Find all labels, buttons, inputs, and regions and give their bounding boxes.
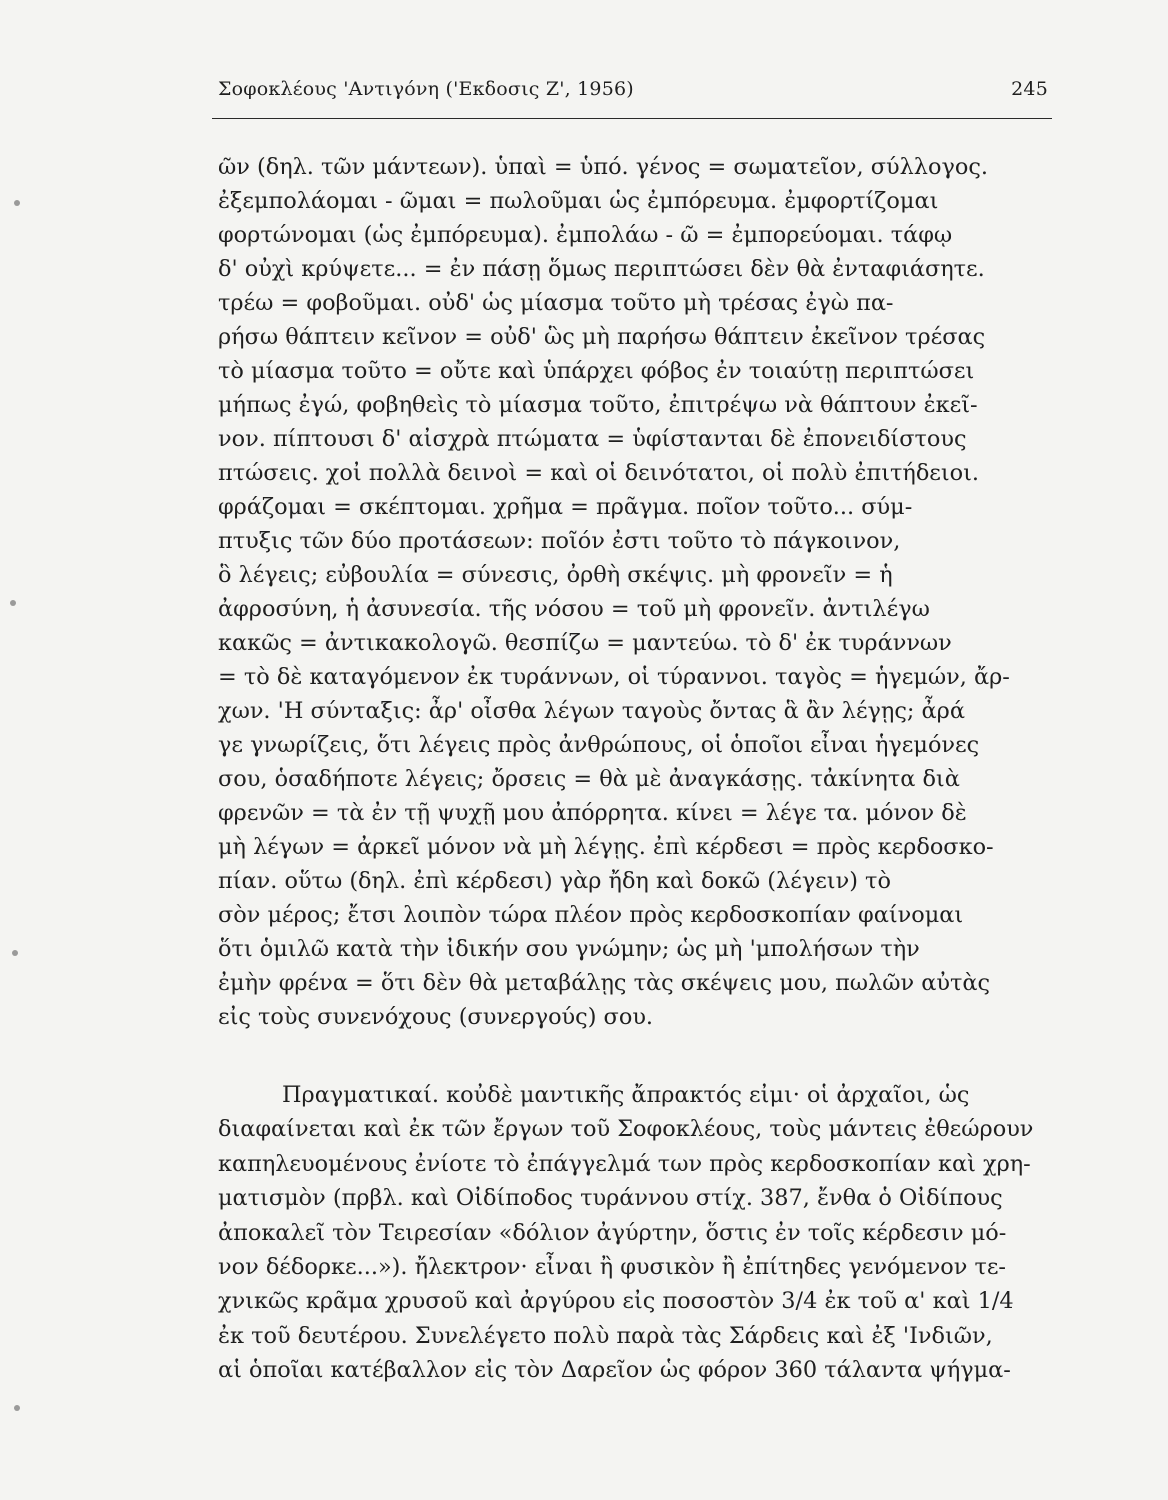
text-line: ὃ λέγεις; εὐβουλία = σύνεσις, ὀρθὴ σκέψις. μὴ φρονεῖν = ἡ [218, 562, 893, 588]
margin-speck [10, 600, 16, 606]
page-number: 245 [1011, 78, 1048, 100]
text-line: διαφαίνεται καὶ ἐκ τῶν ἔργων τοῦ Σοφοκλέους, τοὺς μάντεις ἐθεώρουν [218, 1116, 1034, 1143]
margin-speck [12, 950, 18, 956]
text-line: πτώσεις. χοἰ πολλὰ δεινοὶ = καὶ οἱ δεινότατοι, οἱ πολὺ ἐπιτήδειοι. [218, 460, 980, 486]
commentary-block [218, 150, 1048, 1034]
text-line: μήπως ἐγώ, φοβηθεὶς τὸ μίασμα τοῦτο, ἐπιτρέψω νὰ θάπτουν ἐκεῖ- [218, 392, 978, 418]
margin-speck [14, 1405, 20, 1411]
text-line: ρήσω θάπτειν κεῖνον = οὐδ' ὣς μὴ παρήσω θάπτειν ἐκεῖνον τρέσας [218, 324, 986, 350]
section-heading-line: Πραγματικαί. κοὐδὲ μαντικῆς ἄπρακτός εἰμι· οἱ ἀρχαῖοι, ὡς [282, 1082, 970, 1108]
text-line: αἱ ὁποῖαι κατέβαλλον εἰς τὸν Δαρεῖον ὡς φόρον 360 τάλαντα ψήγμα- [218, 1357, 1011, 1384]
text-line: φορτώνομαι (ὡς ἐμπόρευμα). ἐμπολάω - ῶ = ἐμπορεύομαι. τάφῳ [218, 222, 953, 248]
text-line: σὸν μέρος; ἔτσι λοιπὸν τώρα πλέον πρὸς κερδοσκοπίαν φαίνομαι [218, 902, 964, 928]
text-line: ἐκ τοῦ δευτέρου. Συνελέγετο πολὺ παρὰ τὰς Σάρδεις καὶ ἐξ 'Ινδιῶν, [218, 1322, 993, 1349]
text-line: νον. πίπτουσι δ' αἰσχρὰ πτώματα = ὑφίστανται δὲ ἐπονειδίστους [218, 426, 967, 452]
text-line: εἰς τοὺς συνενόχους (συνεργούς) σου. [218, 1004, 654, 1030]
text-line: σου, ὁσαδήποτε λέγεις; ὄρσεις = θὰ μὲ ἀναγκάσῃς. τἀκίνητα διὰ [218, 766, 960, 792]
text-line: φρενῶν = τὰ ἐν τῇ ψυχῇ μου ἀπόρρητα. κίνει = λέγε τα. μόνον δὲ [218, 800, 967, 826]
header-title: Σοφοκλέους 'Αντιγόνη ('Εκδοσις Ζ', 1956) [218, 78, 634, 100]
text-line: ματισμὸν (πρβλ. καὶ Οἰδίποδος τυράννου στίχ. 387, ἔνθα ὁ Οἰδίπους [218, 1185, 1003, 1212]
text-line: δ' οὐχὶ κρύψετε... = ἐν πάσῃ ὅμως περιπτώσει δὲν θὰ ἐνταφιάσητε. [218, 256, 985, 282]
header-rule [212, 118, 1052, 119]
text-line: χνικῶς κρᾶμα χρυσοῦ καὶ ἀργύρου εἰς ποσοστὸν 3/4 ἐκ τοῦ α' καὶ 1/4 [218, 1288, 1014, 1315]
text-line: = τὸ δὲ καταγόμενον ἐκ τυράννων, οἱ τύραννοι. ταγὸς = ἡγεμών, ἄρ- [218, 664, 1010, 690]
text-line: ἐμὴν φρένα = ὅτι δὲν θὰ μεταβάλῃς τὰς σκέψεις μου, πωλῶν αὐτὰς [218, 970, 991, 996]
text-line: ἀφροσύνη, ἡ ἀσυνεσία. τῆς νόσου = τοῦ μὴ φρονεῖν. ἀντιλέγω [218, 596, 930, 622]
text-line: γε γνωρίζεις, ὅτι λέγεις πρὸς ἀνθρώπους, οἱ ὁποῖοι εἶναι ἡγεμόνες [218, 732, 980, 758]
text-line: φράζομαι = σκέπτομαι. χρῆμα = πρᾶγμα. ποῖον τοῦτο... σύμ- [218, 494, 913, 520]
text-line: τρέω = φοβοῦμαι. οὐδ' ὡς μίασμα τοῦτο μὴ τρέσας ἐγὼ πα- [218, 290, 894, 316]
text-line: μὴ λέγων = ἀρκεῖ μόνον νὰ μὴ λέγῃς. ἐπὶ κέρδεσι = πρὸς κερδοσκο- [218, 834, 994, 860]
running-header [218, 78, 1048, 100]
text-line: τὸ μίασμα τοῦτο = οὔτε καὶ ὑπάρχει φόβος ἐν τοιαύτῃ περιπτώσει [218, 358, 975, 384]
text-line: πίαν. οὕτω (δηλ. ἐπὶ κέρδεσι) γὰρ ἤδη καὶ δοκῶ (λέγειν) τὸ [218, 868, 891, 894]
text-line: νον δέδορκε...»). ἤλεκτρον· εἶναι ἢ φυσικὸν ἢ ἐπίτηδες γενόμενον τε- [218, 1254, 1006, 1281]
text-line: καπηλευομένους ἐνίοτε τὸ ἐπάγγελμά των πρὸς κερδοσκοπίαν καὶ χρη- [218, 1150, 1031, 1177]
text-line: χων. 'Η σύνταξις: ἆρ' οἶσθα λέγων ταγοὺς ὄντας ἃ ἂν λέγῃς; ἆρά [218, 698, 965, 724]
text-line: πτυξις τῶν δύο προτάσεων: ποῖόν ἐστι τοῦτο τὸ πάγκοινον, [218, 528, 901, 554]
realia-section [218, 1078, 1048, 1388]
text-line: ῶν (δηλ. τῶν μάντεων). ὑπαὶ = ὑπό. γένος = σωματεῖον, σύλλογος. [218, 154, 988, 180]
text-line: ἐξεμπολάομαι - ῶμαι = πωλοῦμαι ὡς ἐμπόρευμα. ἐμφορτίζομαι [218, 188, 939, 214]
text-line: ἀποκαλεῖ τὸν Τειρεσίαν «δόλιον ἀγύρτην, ὅστις ἐν τοῖς κέρδεσιν μό- [218, 1219, 1007, 1246]
text-line: ὅτι ὁμιλῶ κατὰ τὴν ἰδικήν σου γνώμην; ὡς μὴ 'μπολήσων τὴν [218, 936, 920, 962]
text-line: κακῶς = ἀντικακολογῶ. θεσπίζω = μαντεύω. τὸ δ' ἐκ τυράννων [218, 630, 952, 656]
margin-speck [14, 200, 20, 206]
